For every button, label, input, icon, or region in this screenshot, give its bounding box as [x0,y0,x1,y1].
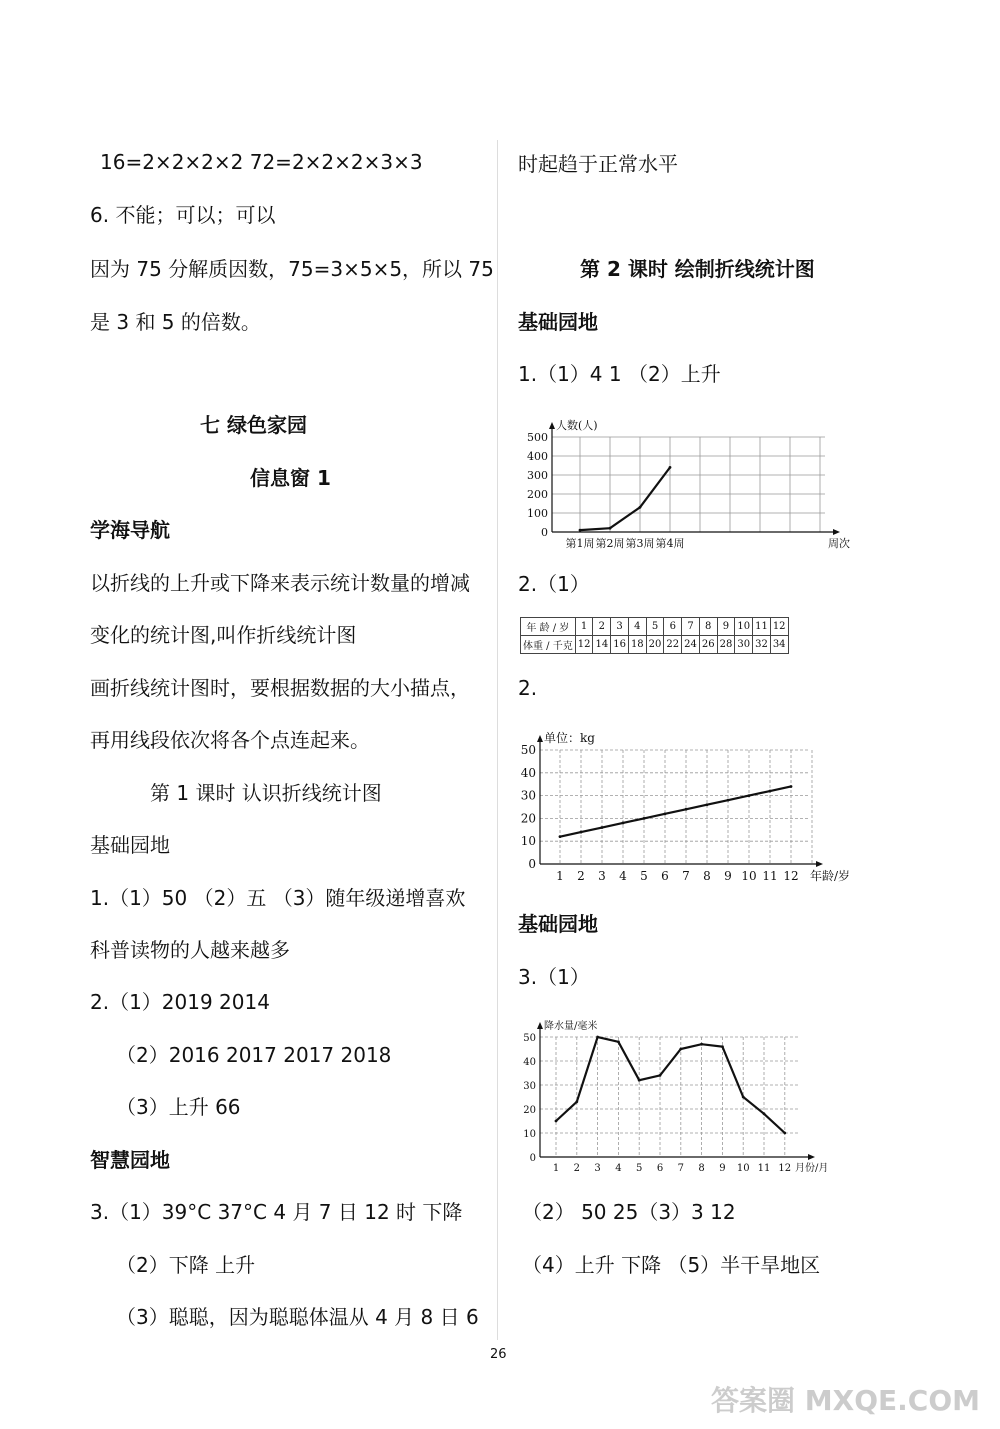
table-cell: 6 [664,618,682,636]
x-tick-label: 5 [640,869,648,883]
y-tick-label: 400 [527,450,548,463]
table-cell: 32 [753,636,771,654]
x-axis-label: 周次 [828,537,850,550]
x-axis-arrow [816,861,823,867]
table-cell: 22 [664,636,682,654]
data-point [622,822,625,825]
data-point [679,1048,682,1051]
data-point [790,785,793,788]
r-answer-3-label: 3.（1） [518,965,590,989]
x-tick-label: 1 [556,869,564,883]
chart-rainfall [510,1005,840,1180]
y-tick-label: 10 [523,1129,536,1140]
y-tick-label: 0 [541,526,548,539]
table-cell: 2 [593,618,611,636]
data-point [664,812,667,815]
table-cell: 24 [682,636,700,654]
explanation-line-1: 因为 75 分解质因数，75=3×5×5，所以 75 [90,257,494,281]
data-point [575,1100,578,1103]
table-cell: 28 [717,636,735,654]
y-axis-label: 人数(人) [556,419,598,432]
x-tick-label: 8 [703,869,711,883]
x-tick-label: 12 [778,1163,792,1174]
data-point [609,527,612,530]
y-tick-label: 50 [520,743,536,757]
x-tick-label: 12 [783,869,799,883]
x-tick-label: 7 [677,1163,684,1174]
equation-line: 16=2×2×2×2 72=2×2×2×3×3 [100,150,423,174]
table-cell: 10 [735,618,753,636]
x-tick-label: 第3周 [625,537,655,550]
chart-weekly-people [510,395,860,555]
x-axis-label: 月份/月 [795,1163,829,1174]
table-cell: 20 [646,636,664,654]
column-divider [497,140,498,1340]
lesson-1-title: 第 1 课时 认识折线统计图 [150,781,382,805]
table-cell: 3 [611,618,629,636]
table-cell: 14 [593,636,611,654]
answer-2b: （2）2016 2017 2017 2018 [116,1043,392,1067]
table-header-cell: 体重 / 千克 [521,636,576,654]
x-tick-label: 第4周 [655,537,685,550]
table-cell: 34 [770,636,788,654]
y-tick-label: 300 [527,469,548,482]
answer-2a: 2.（1）2019 2014 [90,990,270,1014]
table-cell: 9 [717,618,735,636]
y-axis-arrow [537,1022,543,1029]
data-point [555,1120,558,1123]
data-point [659,1074,662,1077]
wisdom-heading: 智慧园地 [90,1148,170,1172]
table-cell: 4 [628,618,646,636]
watermark-logo: 答案圈 MXQE.COM [711,1384,980,1417]
data-point [643,817,646,820]
x-tick-label: 7 [682,869,690,883]
table-cell: 26 [699,636,717,654]
y-tick-label: 40 [523,1057,536,1068]
x-tick-label: 4 [619,869,627,883]
table-cell: 8 [699,618,717,636]
y-axis-arrow [537,735,543,742]
x-tick-label: 3 [598,869,606,883]
page-number: 26 [490,1347,507,1362]
data-point [638,1079,641,1082]
series-line [580,467,670,530]
table-header-cell: 年 龄 / 岁 [521,618,576,636]
table-cell: 18 [628,636,646,654]
y-tick-label: 200 [527,488,548,501]
y-tick-label: 40 [520,765,536,780]
x-tick-label: 11 [757,1163,771,1174]
x-tick-label: 10 [736,1163,750,1174]
chart-age-weight [508,712,868,897]
x-tick-label: 6 [656,1163,664,1174]
r-answer-3b: （2） 50 25（3）3 12 [522,1200,736,1224]
data-point [721,1045,724,1048]
data-point [580,831,583,834]
table-cell: 7 [682,618,700,636]
table-cell: 16 [611,636,629,654]
x-tick-label: 3 [594,1163,601,1174]
x-tick-label: 9 [724,869,732,883]
x-tick-label: 8 [698,1163,705,1174]
data-point [700,1043,703,1046]
y-axis-arrow [549,422,555,429]
r-answer-3c: （4）上升 下降 （5）半干旱地区 [522,1253,821,1277]
table-row [521,636,789,654]
data-point [763,1112,766,1115]
x-tick-label: 2 [577,869,585,883]
x-tick-label: 第1周 [565,537,595,550]
y-tick-label: 500 [527,431,548,444]
x-tick-label: 9 [719,1163,726,1174]
r-answer-2-label: 2.（1） [518,572,590,596]
series-line [560,786,791,836]
x-tick-label: 6 [661,869,669,883]
y-tick-label: 20 [520,811,536,826]
y-tick-label: 30 [523,1081,536,1092]
table-cell: 11 [753,618,771,636]
x-tick-label: 第2周 [595,537,625,550]
y-tick-label: 20 [523,1105,536,1116]
table-row [521,618,789,636]
data-point [559,835,562,838]
age-weight-table [520,617,789,654]
answer-3c: （3）聪聪，因为聪聪体温从 4 月 8 日 6 [116,1305,479,1329]
data-point [685,808,688,811]
data-point [727,799,730,802]
answer-1a: 1.（1）50 （2）五 （3）随年级递增喜欢 [90,886,466,910]
x-tick-label: 2 [573,1163,580,1174]
guide-line: 画折线统计图时，要根据数据的大小描点， [90,676,470,700]
answer-6: 6. 不能；可以；可以 [90,203,276,227]
y-axis-label: 单位：kg [544,731,595,745]
data-point [769,790,772,793]
y-axis-label: 降水量/毫米 [544,1021,598,1032]
y-tick-label: 100 [527,507,548,520]
answer-3b: （2）下降 上升 [116,1253,256,1277]
guide-line: 变化的统计图,叫作折线统计图 [90,623,357,647]
y-tick-label: 50 [523,1033,536,1044]
table-cell: 12 [770,618,788,636]
x-tick-label: 4 [615,1163,622,1174]
data-point [639,506,642,509]
guide-heading: 学海导航 [90,518,170,542]
r-answer-1: 1.（1）4 1 （2）上升 [518,362,721,386]
y-tick-label: 30 [520,788,536,803]
answer-3a: 3.（1）39°C 37°C 4 月 7 日 12 时 下降 [90,1200,463,1224]
x-axis-arrow [808,1154,815,1160]
data-point [669,466,672,469]
answer-1b: 科普读物的人越来越多 [90,938,290,962]
table-cell: 12 [575,636,593,654]
y-tick-label: 0 [529,1153,536,1164]
unit-title: 七 绿色家园 [200,413,307,437]
x-tick-label: 10 [741,869,757,883]
x-axis-label: 年龄/岁 [810,869,851,883]
continued-line: 时起趋于正常水平 [518,152,678,176]
data-point [783,1132,786,1135]
basics-heading: 基础园地 [90,833,170,857]
guide-line: 再用线段依次将各个点连起来。 [90,728,370,752]
x-tick-label: 5 [636,1163,643,1174]
table-cell: 1 [575,618,593,636]
x-tick-label: 11 [762,869,778,883]
x-axis-arrow [833,529,840,535]
data-point [617,1040,620,1043]
table-cell: 5 [646,618,664,636]
guide-line: 以折线的上升或下降来表示统计数量的增减 [90,571,470,595]
answer-2c: （3）上升 66 [116,1095,241,1119]
data-point [601,826,604,829]
explanation-line-2: 是 3 和 5 的倍数。 [90,310,261,334]
y-tick-label: 10 [520,834,536,849]
r-answer-2b-label: 2. [518,676,538,700]
window-title: 信息窗 1 [250,466,331,490]
data-point [579,529,582,532]
lesson-2-title: 第 2 课时 绘制折线统计图 [580,257,815,281]
data-point [596,1036,599,1039]
y-tick-label: 0 [528,857,536,871]
basics-heading-2: 基础园地 [518,912,598,936]
data-point [742,1096,745,1099]
x-tick-label: 1 [552,1163,560,1174]
data-point [706,803,709,806]
basics-heading: 基础园地 [518,310,598,334]
data-point [748,794,751,797]
table-cell: 30 [735,636,753,654]
